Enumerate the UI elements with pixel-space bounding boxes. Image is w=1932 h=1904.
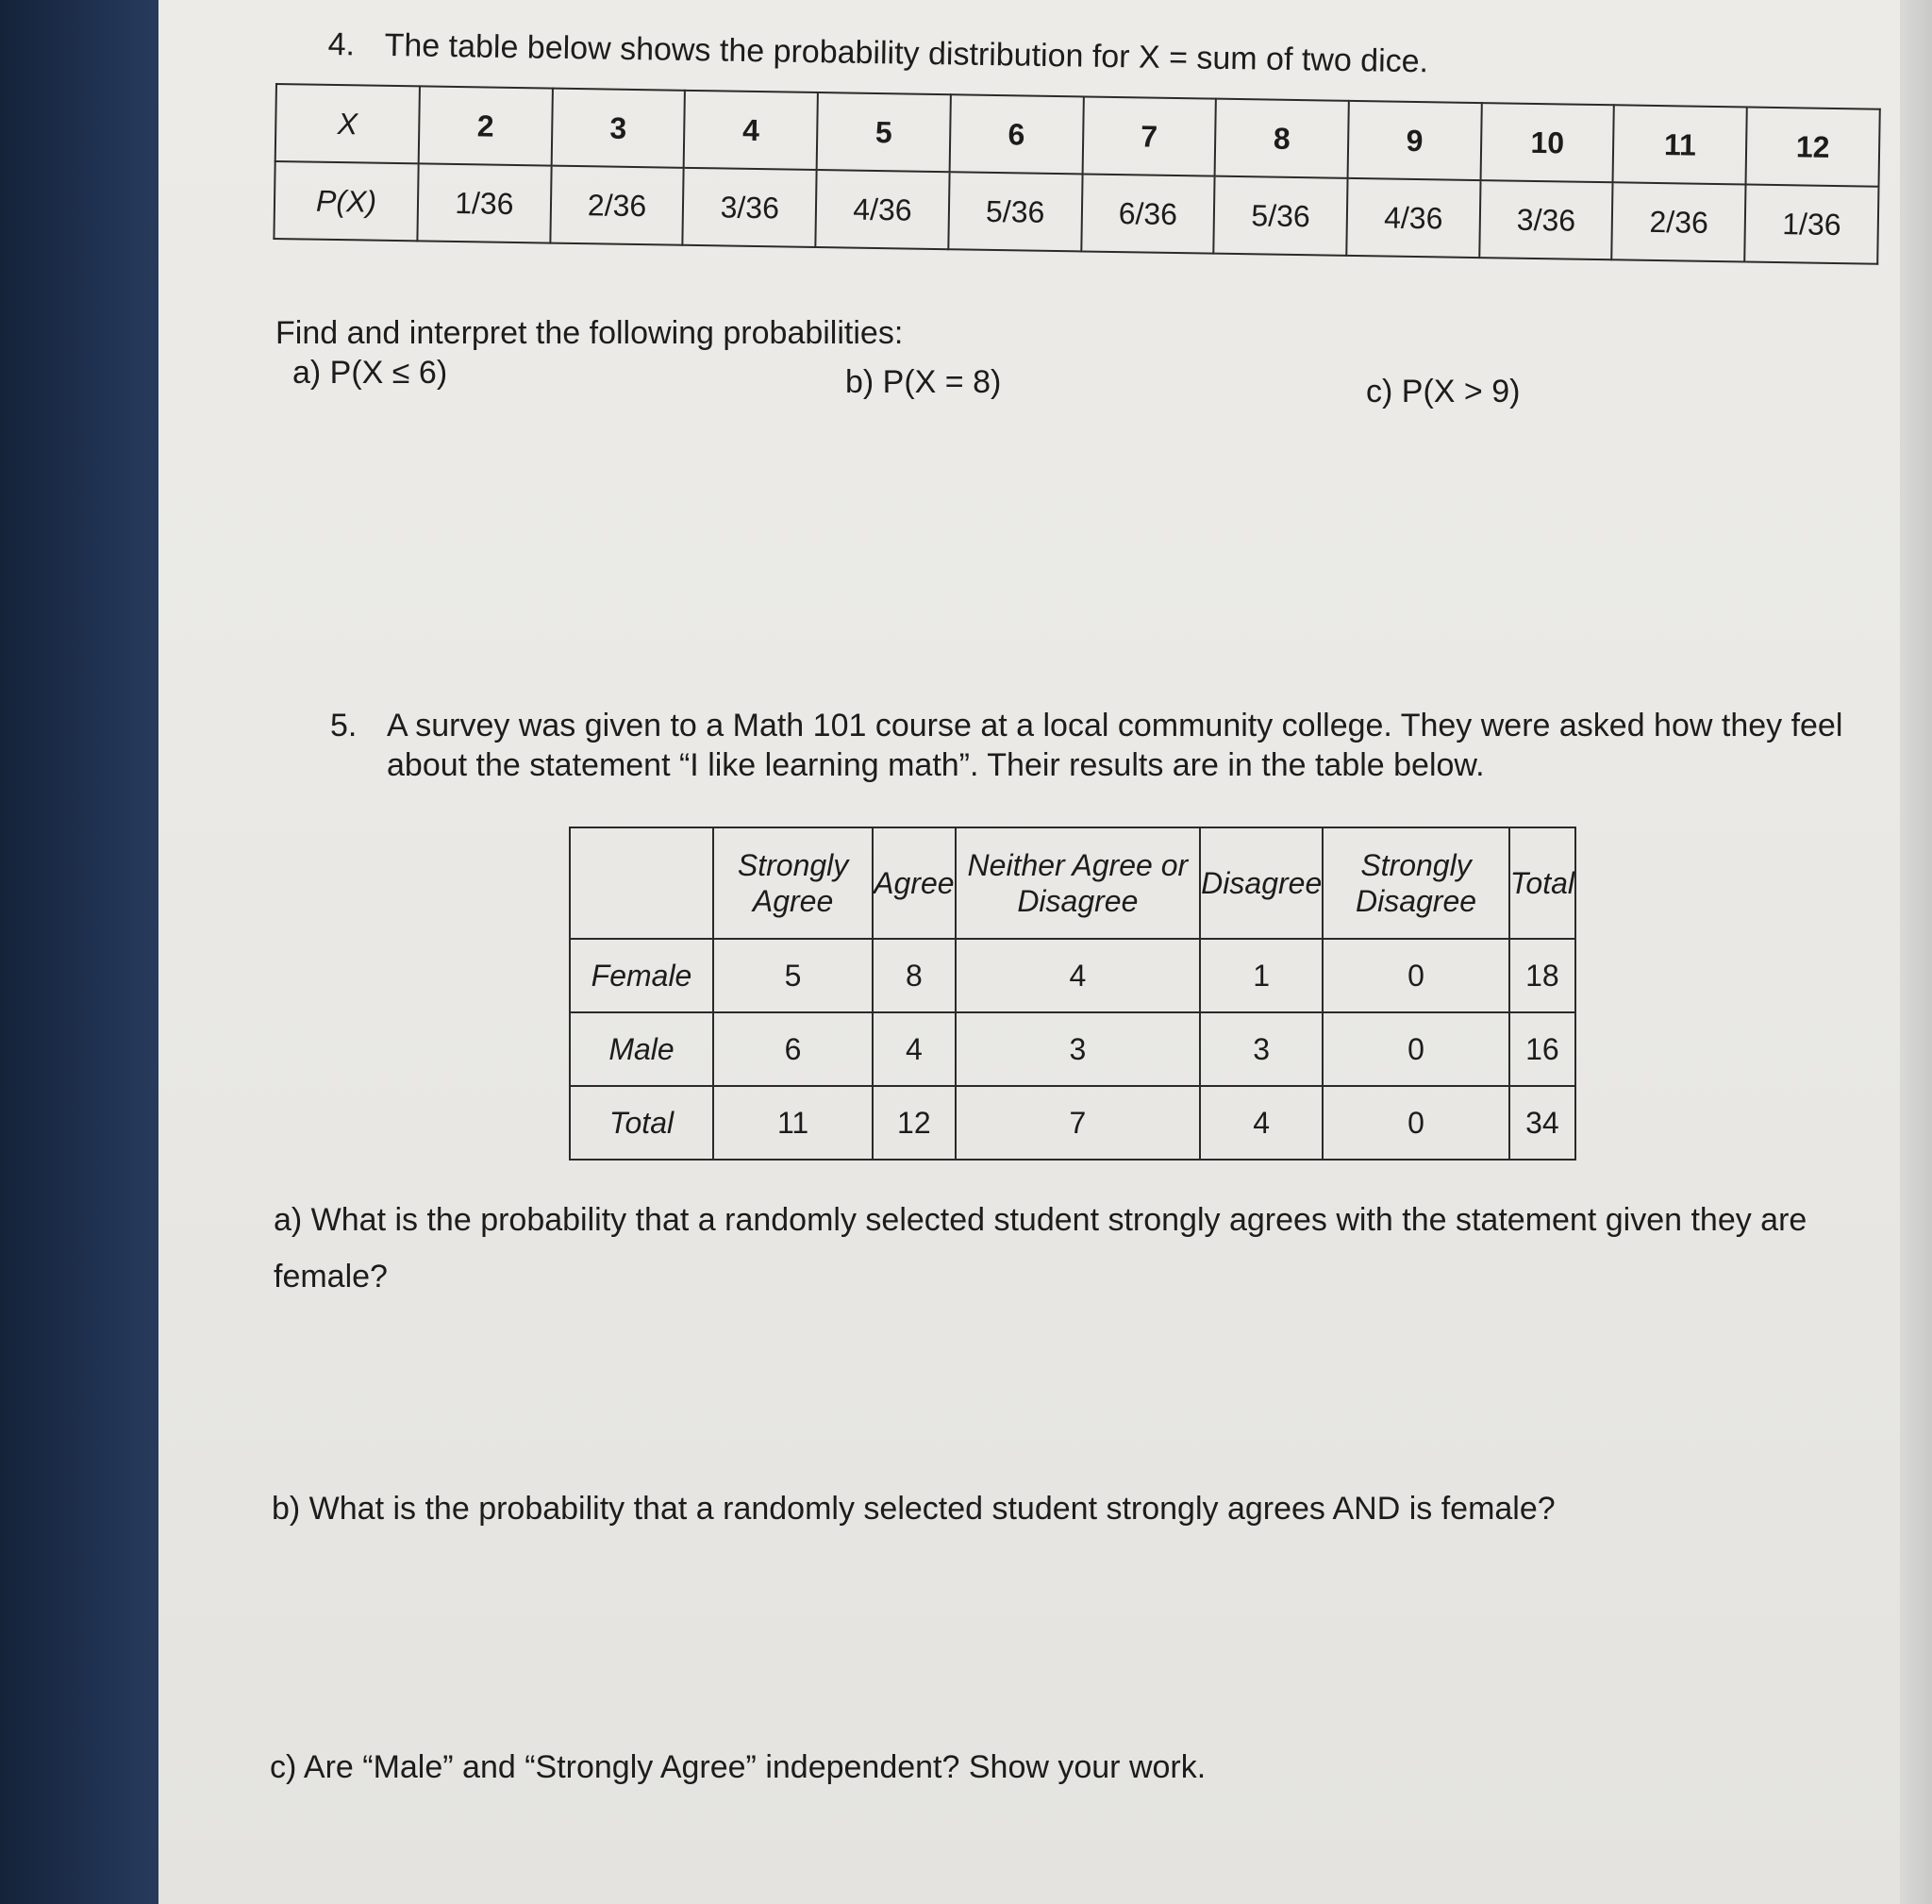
table-cell: 12: [873, 1086, 955, 1160]
p-value-cell: 2/36: [550, 166, 684, 245]
survey-row-female: [570, 939, 1575, 1012]
q4-number: 4.: [327, 25, 356, 63]
p-value-cell: 3/36: [1479, 180, 1613, 259]
survey-row-male: [570, 1012, 1575, 1086]
header-cell: Disagree: [1200, 827, 1323, 939]
x-value-cell: 9: [1348, 101, 1482, 180]
x-value-cell: 8: [1215, 99, 1349, 178]
p-value-cell: 2/36: [1612, 182, 1746, 261]
p-value-cell: 6/36: [1081, 174, 1215, 253]
header-cell: Agree: [873, 827, 955, 939]
background-right: [1900, 0, 1932, 1904]
row-label: Male: [570, 1012, 713, 1086]
x-value-cell: 3: [551, 89, 685, 168]
header-cell: Total: [1509, 827, 1575, 939]
table-cell: 8: [873, 939, 955, 1012]
table-cell: 0: [1323, 1086, 1509, 1160]
x-value-cell: 10: [1480, 103, 1614, 182]
worksheet-page: [158, 0, 1900, 1904]
header-cell: Neither Agree or Disagree: [956, 827, 1201, 939]
table-cell: 7: [956, 1086, 1201, 1160]
q5-prompt: [330, 706, 1842, 745]
p-value-cell: 1/36: [1744, 184, 1878, 263]
probability-distribution-table: [273, 83, 1880, 265]
x-value-cell: 4: [684, 91, 818, 170]
q4-part-b: b) P(X = 8): [845, 364, 1002, 400]
q5-text-line1: A survey was given to a Math 101 course at a local community college. They were asked how they feel: [387, 708, 1843, 743]
header-cell: Strongly Agree: [713, 827, 873, 939]
q5-text-line2: about the statement “I like learning math”. Their results are in the table below.: [387, 747, 1485, 783]
q5-part-c: c) Are “Male” and “Strongly Agree” independent? Show your work.: [270, 1749, 1207, 1785]
table-cell: 16: [1509, 1012, 1575, 1086]
x-value-cell: 11: [1613, 105, 1747, 184]
table-cell: 4: [1200, 1086, 1323, 1160]
table-cell: 1: [1200, 939, 1323, 1012]
table-cell: 0: [1323, 1012, 1509, 1086]
x-value-cell: 12: [1746, 108, 1880, 187]
q4-prompt: [327, 25, 1428, 81]
header-cell-empty: [570, 827, 713, 939]
x-value-cell: 7: [1082, 96, 1216, 175]
p-value-cell: 5/36: [948, 172, 1082, 251]
table-cell: 5: [713, 939, 873, 1012]
x-value-cell: 2: [419, 86, 553, 165]
q4-part-a: a) P(X ≤ 6): [292, 355, 448, 391]
p-label-cell: P(X): [274, 161, 418, 241]
table-cell: 34: [1509, 1086, 1575, 1160]
q5-part-b: b) What is the probability that a randomly selected student strongly agrees AND is female?: [272, 1491, 1556, 1527]
q5-part-a-line1: a) What is the probability that a randomly selected student strongly agrees with the statement given they are: [274, 1202, 1807, 1238]
x-value-cell: 6: [949, 94, 1083, 174]
p-value-cell: 3/36: [683, 168, 817, 247]
table-cell: 4: [956, 939, 1201, 1012]
x-value-cell: 5: [817, 92, 951, 172]
x-label-cell: X: [275, 84, 420, 163]
header-cell: Strongly Disagree: [1323, 827, 1509, 939]
table-cell: 4: [873, 1012, 955, 1086]
background-left: [0, 0, 158, 1904]
p-value-cell: 1/36: [417, 163, 551, 242]
q4-text: The table below shows the probability distribution for X = sum of two dice.: [384, 26, 1429, 80]
row-label: Total: [570, 1086, 713, 1160]
p-value-cell: 5/36: [1214, 176, 1348, 256]
table-cell: 18: [1509, 939, 1575, 1012]
table-cell: 11: [713, 1086, 873, 1160]
row-label: Female: [570, 939, 713, 1012]
survey-header-row: [570, 827, 1575, 939]
survey-row-total: [570, 1086, 1575, 1160]
table-cell: 3: [956, 1012, 1201, 1086]
table-cell: 3: [1200, 1012, 1323, 1086]
table-cell: 0: [1323, 939, 1509, 1012]
q5-part-a-line2: female?: [274, 1259, 388, 1294]
p-value-cell: 4/36: [815, 170, 949, 249]
survey-results-table: [569, 827, 1576, 1161]
p-value-cell: 4/36: [1346, 178, 1480, 258]
table-cell: 6: [713, 1012, 873, 1086]
q4-part-c: c) P(X > 9): [1366, 374, 1521, 409]
q4-instruction: Find and interpret the following probabilities:: [275, 315, 904, 351]
q5-number: 5.: [330, 708, 358, 743]
